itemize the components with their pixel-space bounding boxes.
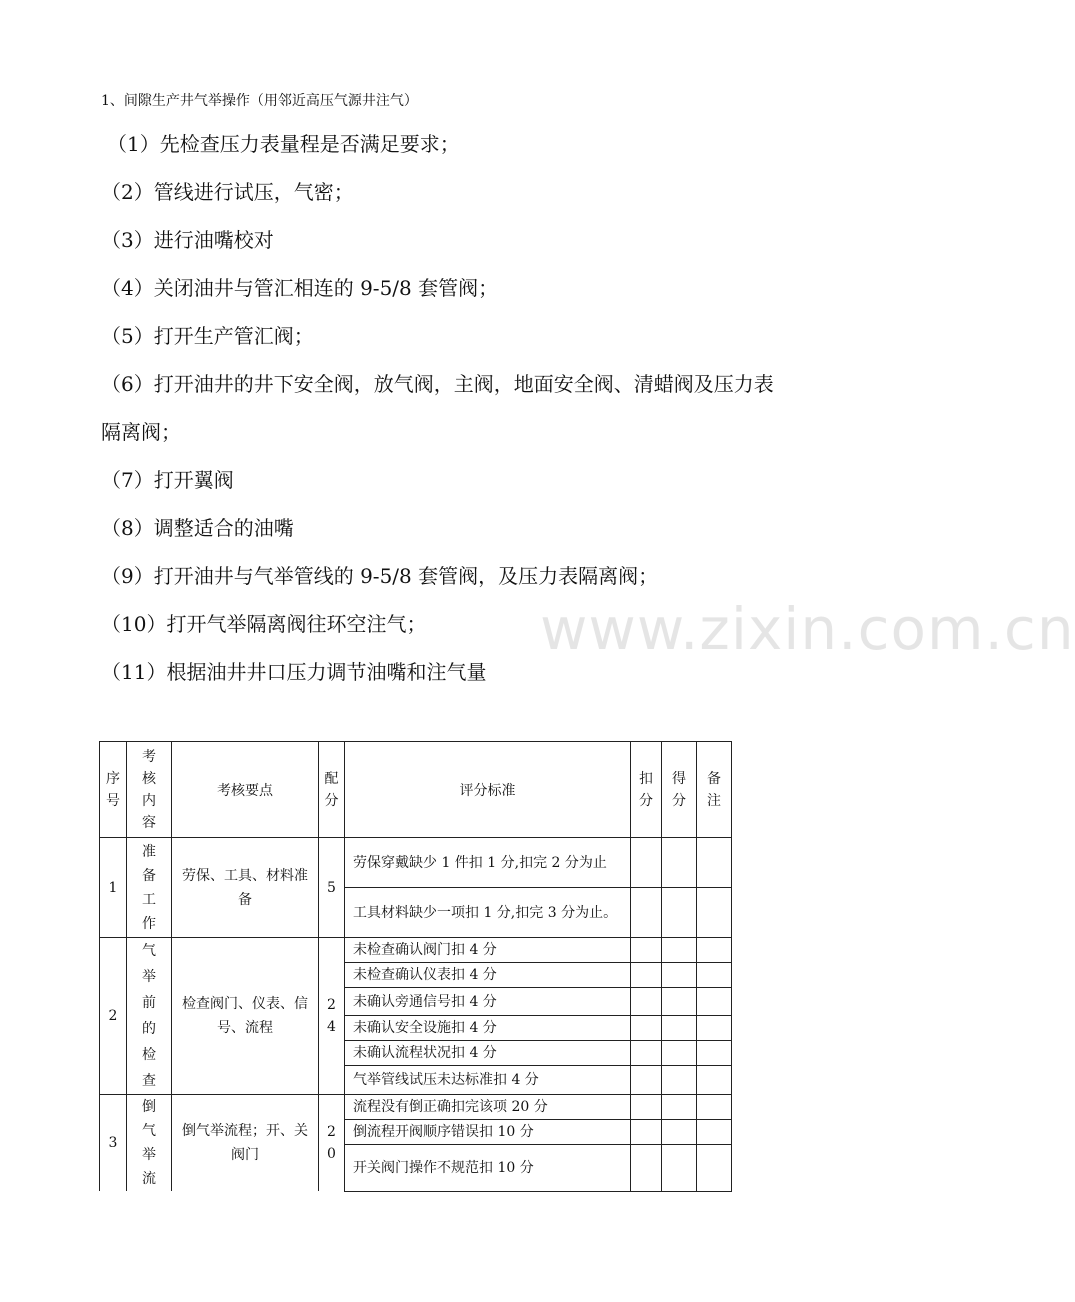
table-row [100,838,732,888]
deduct-cell[interactable] [631,1016,662,1041]
points-cell: 劳保、工具、材料准备 [172,838,319,938]
criteria-cell: 未确认流程状况扣 4 分 [345,1041,631,1066]
criteria-cell: 倒流程开阀顺序错误扣 10 分 [345,1120,631,1145]
criteria-cell: 工具材料缺少一项扣 1 分,扣完 3 分为止。 [345,888,631,938]
criteria-cell: 气举管线试压未达标准扣 4 分 [345,1066,631,1095]
remark-cell[interactable] [697,963,732,988]
criteria-cell: 未确认旁通信号扣 4 分 [345,988,631,1016]
content-cell [127,1095,172,1192]
header-deduct [631,742,662,838]
score-cell: 5 [319,838,345,938]
criteria-cell: 未检查确认仪表扣 4 分 [345,963,631,988]
header-seq-text: 序号 [106,770,120,809]
step-item: （9）打开油井与气举管线的 9-5/8 套管阀，及压力表隔离阀； [101,564,659,588]
got-cell[interactable] [662,1041,697,1066]
deduct-cell[interactable] [631,1095,662,1120]
remark-cell[interactable] [697,1016,732,1041]
score-text: 24 [327,997,336,1035]
got-cell[interactable] [662,888,697,938]
score-cell [319,1095,345,1192]
step-item: （3）进行油嘴校对 [101,228,274,252]
content-text: 倒气举流 [142,1099,156,1187]
remark-cell[interactable] [697,938,732,963]
step-item-continued: 隔离阀； [101,420,181,444]
remark-cell[interactable] [697,838,732,888]
score-text: 20 [327,1124,336,1162]
criteria-cell: 未检查确认阀门扣 4 分 [345,938,631,963]
criteria-cell: 未确认安全设施扣 4 分 [345,1016,631,1041]
table-row [100,1095,732,1120]
step-item: （1）先检查压力表量程是否满足要求； [107,132,460,156]
deduct-cell[interactable] [631,888,662,938]
seq-cell: 2 [100,938,127,1095]
deduct-cell[interactable] [631,988,662,1016]
remark-cell[interactable] [697,888,732,938]
remark-cell[interactable] [697,1120,732,1145]
deduct-cell[interactable] [631,1041,662,1066]
seq-cell: 1 [100,838,127,938]
deduct-cell[interactable] [631,1120,662,1145]
header-content-text: 考核内容 [142,748,156,831]
criteria-cell: 开关阀门操作不规范扣 10 分 [345,1145,631,1191]
step-item: （4）关闭油井与管汇相连的 9-5/8 套管阀； [101,276,499,300]
criteria-cell: 劳保穿戴缺少 1 件扣 1 分,扣完 2 分为止 [345,838,631,888]
header-got [662,742,697,838]
step-item: （8）调整适合的油嘴 [101,516,294,540]
points-cell: 倒气举流程；开、关阀门 [172,1095,319,1192]
deduct-cell[interactable] [631,963,662,988]
header-row [100,742,732,838]
header-points: 考核要点 [172,742,319,838]
header-seq [100,742,127,838]
header-remark-text: 备注 [707,770,721,809]
deduct-cell[interactable] [631,938,662,963]
criteria-cell: 流程没有倒正确扣完该项 20 分 [345,1095,631,1120]
remark-cell[interactable] [697,1145,732,1191]
header-content [127,742,172,838]
got-cell[interactable] [662,1066,697,1095]
header-score [319,742,345,838]
step-item: （7）打开翼阀 [101,468,234,492]
got-cell[interactable] [662,838,697,888]
step-item: （10）打开气举隔离阀往环空注气； [101,612,427,636]
got-cell[interactable] [662,1095,697,1120]
content-cell [127,838,172,938]
watermark: www.zixin.com.cn [540,595,1075,663]
score-cell [319,938,345,1095]
seq-cell: 3 [100,1095,127,1192]
deduct-cell[interactable] [631,838,662,888]
content-cell [127,938,172,1095]
deduct-cell[interactable] [631,1066,662,1095]
step-item: （11）根据油井井口压力调节油嘴和注气量 [101,660,487,684]
deduct-cell[interactable] [631,1145,662,1191]
remark-cell[interactable] [697,988,732,1016]
header-score-text: 配分 [324,770,339,809]
header-deduct-text: 扣分 [639,770,653,809]
got-cell[interactable] [662,938,697,963]
step-item: （2）管线进行试压，气密； [101,180,354,204]
step-item: （6）打开油井的井下安全阀，放气阀，主阀，地面安全阀、清蜡阀及压力表 [101,372,774,396]
step-item: （5）打开生产管汇阀； [101,324,314,348]
content-text: 准备工作 [142,843,156,932]
header-got-text: 得分 [672,770,686,809]
scoring-table [99,741,732,1192]
remark-cell[interactable] [697,1066,732,1095]
got-cell[interactable] [662,963,697,988]
header-criteria: 评分标准 [345,742,631,838]
points-cell: 检查阀门、仪表、信号、流程 [172,938,319,1095]
got-cell[interactable] [662,1145,697,1191]
remark-cell[interactable] [697,1041,732,1066]
remark-cell[interactable] [697,1095,732,1120]
got-cell[interactable] [662,1120,697,1145]
got-cell[interactable] [662,988,697,1016]
table-row [100,938,732,963]
header-remark [697,742,732,838]
section-heading: 1、间隙生产井气举操作（用邻近高压气源井注气） [101,93,418,109]
content-text: 气举前的检查 [142,943,156,1089]
got-cell[interactable] [662,1016,697,1041]
